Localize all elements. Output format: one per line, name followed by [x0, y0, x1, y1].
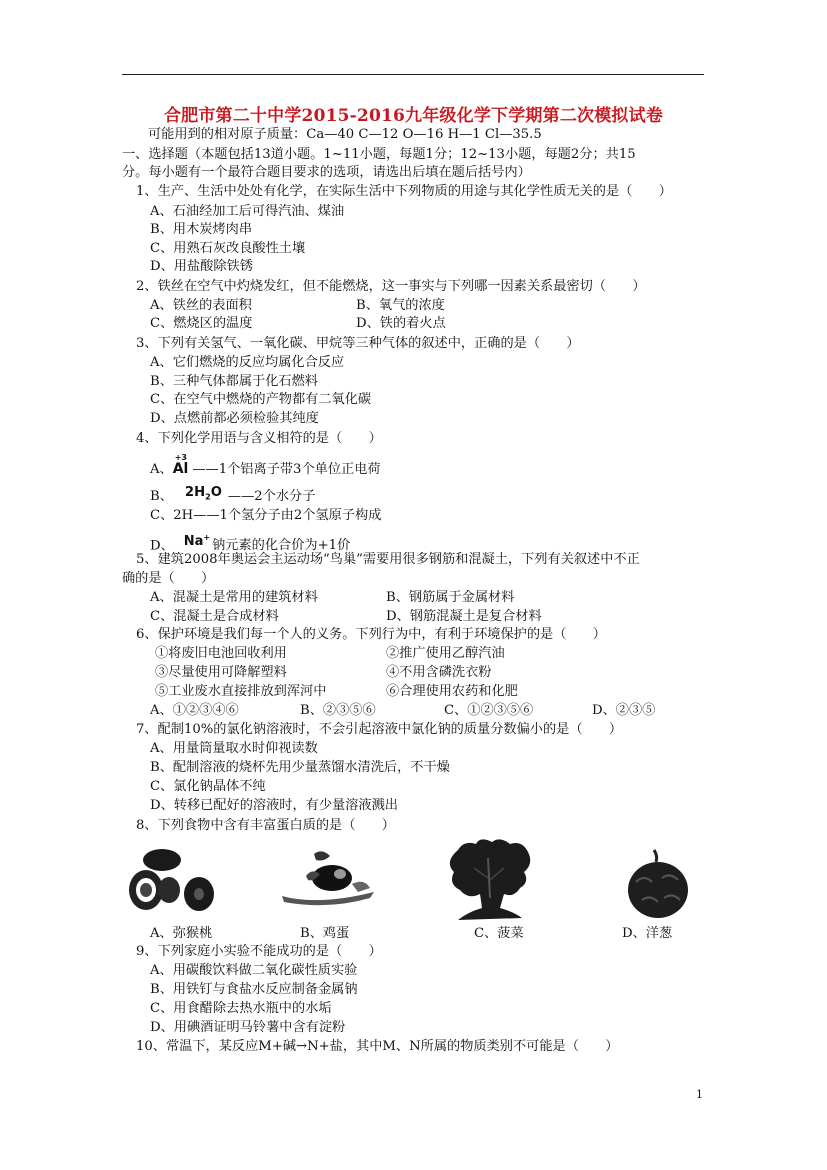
q5-option-c: C、混凝土是合成材料 — [150, 609, 279, 624]
q6-item-6: ⑥合理使用农药和化肥 — [386, 684, 518, 699]
q4-b-formula-post: O — [210, 485, 222, 500]
q3-option-c: C、在空气中燃烧的产物都有二氧化碳 — [150, 392, 372, 407]
q8-option-d: D、洋葱 — [622, 926, 673, 941]
q4-a-text: ——1个铝离子带3个单位正电荷 — [192, 462, 381, 477]
egg-icon — [278, 848, 380, 910]
section-instructions-line2: 分。每小题有一个最符合题目要求的选项，请选出后填在题后括号内） — [122, 165, 531, 180]
q4-b-text: ——2个水分子 — [227, 489, 316, 504]
q9-option-b: B、用铁钉与食盐水反应制备金属钠 — [150, 982, 358, 997]
q4-a-symbol: Al — [172, 461, 189, 477]
header-rule — [122, 74, 704, 75]
q4-d-text: 钠元素的化合价为+1价 — [212, 538, 351, 554]
q6-option-a: A、①②③④⑥ — [150, 703, 239, 718]
q6-item-5: ⑤工业废水直接排放到浑河中 — [155, 684, 327, 699]
q6-option-c: C、①②③⑤⑥ — [444, 703, 534, 718]
q3-option-d: D、点燃前都必须检验其纯度 — [150, 411, 319, 426]
q4-d-prefix: D、 — [150, 538, 174, 554]
q4-b-formula-sub: 2 — [205, 492, 211, 502]
q6-item-3: ③尽量使用可降解塑料 — [155, 665, 287, 680]
q4-stem: 4、下列化学用语与含义相符的是（ ） — [136, 431, 382, 446]
q3-option-b: B、三种气体都属于化石燃料 — [150, 374, 318, 389]
q4-a-prefix: A、 — [150, 462, 173, 477]
q6-option-b: B、②③⑤⑥ — [300, 703, 376, 718]
q6-option-d: D、②③⑤ — [592, 703, 656, 718]
q4-d-charge: + — [203, 533, 211, 542]
q4-d-symbol: Na — [183, 534, 204, 550]
q2-stem: 2、铁丝在空气中灼烧发红，但不能燃烧，这一事实与下列哪一因素关系最密切（ ） — [136, 279, 646, 294]
onion-icon — [624, 848, 692, 920]
q4-b-formula-pre: 2H — [184, 485, 206, 500]
q2-option-b: B、氧气的浓度 — [356, 298, 445, 313]
spinach-icon — [444, 838, 536, 924]
q2-option-a: A、铁丝的表面积 — [150, 298, 252, 313]
q9-option-d: D、用碘酒证明马铃薯中含有淀粉 — [150, 1020, 346, 1035]
q4-b-prefix: B、 — [150, 489, 173, 504]
q10-stem: 10、常温下，某反应M+碱→N+盐，其中M、N所属的物质类别不可能是（ ） — [136, 1039, 619, 1054]
q7-option-a: A、用量筒量取水时仰视读数 — [150, 741, 318, 756]
q1-stem: 1、生产、生活中处处有化学，在实际生活中下列物质的用途与其化学性质无关的是（ ） — [136, 184, 672, 199]
q2-option-d: D、铁的着火点 — [356, 316, 446, 331]
page-number: 1 — [696, 1088, 703, 1101]
q3-option-a: A、它们燃烧的反应均属化合反应 — [150, 355, 345, 370]
q8-option-c: C、菠菜 — [474, 926, 524, 941]
atomic-mass-line: 可能用到的相对原子质量：Ca—40 C—12 O—16 H—1 Cl—35.5 — [148, 127, 542, 142]
q6-item-4: ④不用含磷洗衣粉 — [386, 665, 492, 680]
q2-option-c: C、燃烧区的温度 — [150, 316, 253, 331]
q4-a-valence: +3 — [174, 453, 187, 462]
q4-option-c: C、2H——1个氢分子由2个氢原子构成 — [150, 508, 382, 523]
q7-option-b: B、配制溶液的烧杯先用少量蒸馏水清洗后，不干燥 — [150, 760, 450, 775]
section-instructions-line1: 一、选择题（本题包括13道小题。1~11小题，每题1分；12~13小题，每题2分；共15 — [122, 147, 636, 162]
q9-stem: 9、下列家庭小实验不能成功的是（ ） — [136, 944, 382, 959]
q7-option-d: D、转移已配好的溶液时，有少量溶液溅出 — [150, 798, 398, 813]
q6-stem: 6、保护环境是我们每一个人的义务。下列行为中，有利于环境保护的是（ ） — [136, 627, 606, 642]
kiwi-icon — [124, 846, 216, 916]
q5-option-b: B、钢筋属于金属材料 — [386, 590, 515, 605]
q6-item-2: ②推广使用乙醇汽油 — [386, 646, 505, 661]
q1-option-c: C、用熟石灰改良酸性土壤 — [150, 241, 306, 256]
q8-option-b: B、鸡蛋 — [300, 926, 350, 941]
q1-option-a: A、石油经加工后可得汽油、煤油 — [150, 204, 345, 219]
q9-option-c: C、用食醋除去热水瓶中的水垢 — [150, 1001, 332, 1016]
q9-option-a: A、用碳酸饮料做二氧化碳性质实验 — [150, 963, 358, 978]
q1-option-b: B、用木炭烤肉串 — [150, 222, 253, 237]
q7-stem: 7、配制10%的氯化钠溶液时，不会引起溶液中氯化钠的质量分数偏小的是（ ） — [136, 722, 623, 737]
q7-option-c: C、氯化钠晶体不纯 — [150, 779, 266, 794]
q5-option-a: A、混凝土是常用的建筑材料 — [150, 590, 318, 605]
q5-stem-line2: 确的是（ ） — [122, 571, 215, 586]
q8-option-a: A、弥猴桃 — [150, 926, 213, 941]
q3-stem: 3、下列有关氢气、一氧化碳、甲烷等三种气体的叙述中，正确的是（ ） — [136, 336, 580, 351]
q5-option-d: D、钢筋混凝土是复合材料 — [386, 609, 542, 624]
q8-stem: 8、下列食物中含有丰富蛋白质的是（ ） — [136, 818, 395, 833]
q4-option-a — [150, 453, 381, 478]
q6-item-1: ①将废旧电池回收利用 — [155, 646, 287, 661]
q1-option-d: D、用盐酸除铁锈 — [150, 259, 253, 274]
q5-stem-line1: 5、建筑2008年奥运会主运动场“鸟巢”需要用很多钢筋和混凝土，下列有关叙述中不正 — [136, 552, 640, 567]
page-title: 合肥市第二十中学2015-2016九年级化学下学期第二次模拟试卷 — [163, 106, 664, 126]
